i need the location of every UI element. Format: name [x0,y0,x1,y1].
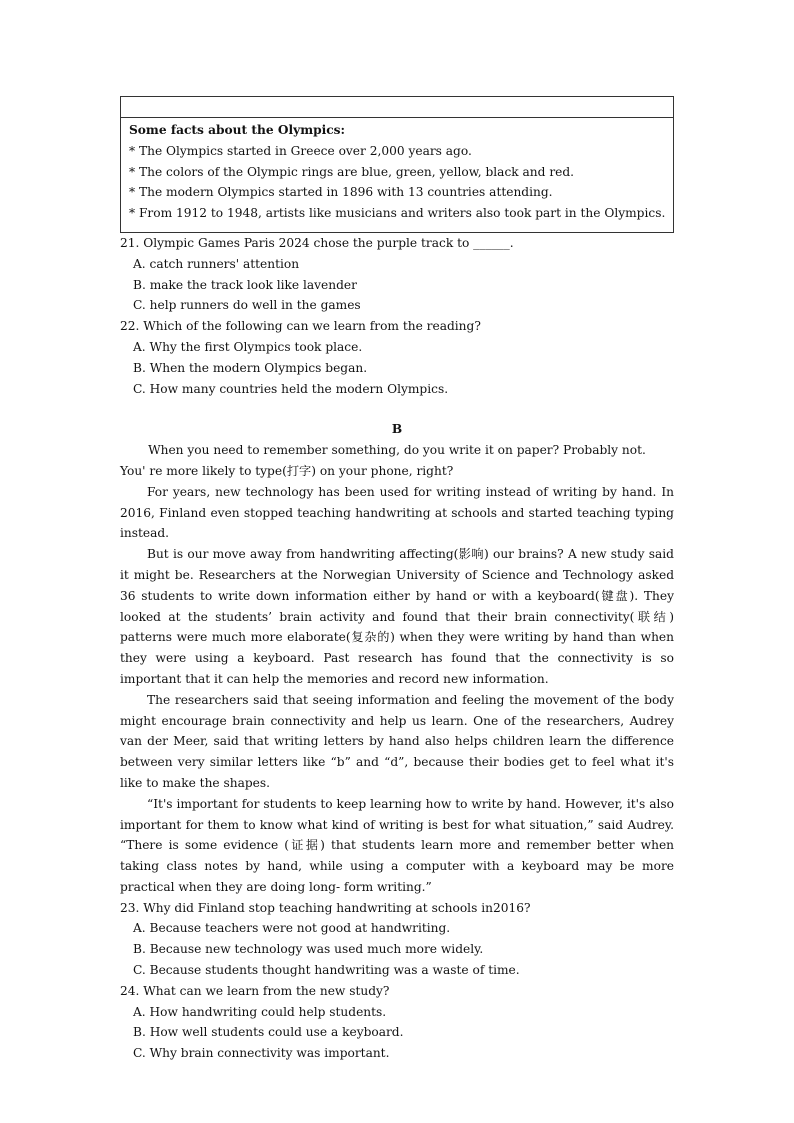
question-stem: 22. Which of the following can we learn from the reading? [120,319,481,334]
question-stem: 24. What can we learn from the new study? [120,983,390,998]
question-23 [120,898,674,981]
option-b: B. make the track look like lavender [133,277,357,292]
option-a: A. Because teachers were not good at handwriting. [133,921,451,936]
passage-paragraph-4: “It's important for students to keep learning how to write by hand. However, it's also important for them to know what kind of writing is best for what situation,” said Audrey. “There is some evidence (证据) that students learn more and remember better when taking class notes by hand, while using a computer with a keyboard may be more practical when they are doing long- form writing.” [120,796,674,894]
passage-paragraph-1: For years, new technology has been used for writing instead of writing by hand. In 2016, Finland even stopped teaching handwriting at schools and started teaching typing instead. [120,484,674,541]
fact-item: * The Olympics started in Greece over 2,000 years ago. [129,143,472,158]
option-a: A. catch runners' attention [133,256,300,271]
option-b: B. Because new technology was used much more widely. [133,942,484,957]
option-a: A. How handwriting could help students. [133,1004,387,1019]
question-stem: 21. Olympic Games Paris 2024 chose the purple track to ______. [120,235,514,250]
facts-title: Some facts about the Olympics: [129,123,346,137]
page [120,96,674,1064]
passage-intro-line-1: When you need to remember something, do you write it on paper? Probably not. [148,443,646,458]
option-c: C. Because students thought handwriting was a waste of time. [133,963,520,978]
option-c: C. Why brain connectivity was important. [133,1046,390,1061]
section-b-heading: B [391,422,403,437]
fact-item: * The modern Olympics started in 1896 with 13 countries attending. [129,185,553,200]
option-c: C. How many countries held the modern Olympics. [133,381,449,396]
passage-intro-line-2: You' re more likely to type(打字) on your phone, right? [120,463,454,478]
fact-item: * From 1912 to 1948, artists like musicians and writers also took part in the Olympics. [129,206,666,221]
option-b: B. How well students could use a keyboard. [133,1025,404,1040]
question-stem: 23. Why did Finland stop teaching handwriting at schools in2016? [120,900,531,915]
passage-paragraph-3: The researchers said that seeing information and feeling the movement of the body might encourage brain connectivity and help us learn. One of the researchers, Audrey van der Meer, said that writing letters by hand also helps children learn the difference between very similar letters like “b” and “d”, because their bodies get to feel what it's like to make the shapes. [120,692,674,790]
option-b: B. When the modern Olympics began. [133,360,368,375]
fact-item: * The colors of the Olympic rings are blue, green, yellow, black and red. [129,164,575,179]
question-24 [120,981,674,1064]
facts-box-body [121,118,673,232]
facts-box-header-row [121,97,673,118]
olympics-facts-box [120,96,674,233]
option-c: C. help runners do well in the games [133,298,361,313]
question-22 [120,316,674,399]
option-a: A. Why the first Olympics took place. [133,339,363,354]
passage-paragraph-2: But is our move away from handwriting affecting(影响) our brains? A new study said it might be. Researchers at the Norwegian University of Science and Technology asked 36 students to write down information either by hand or with a keyboard(键盘). They looked at the students’ brain activity and found that their brain connectivity(联结) patterns were much more elaborate(复杂的) when they were writing by hand than when they were using a keyboard. Past research has found that the connectivity is so important that it can help the memories and record new information. [120,547,674,686]
question-21 [120,233,674,316]
